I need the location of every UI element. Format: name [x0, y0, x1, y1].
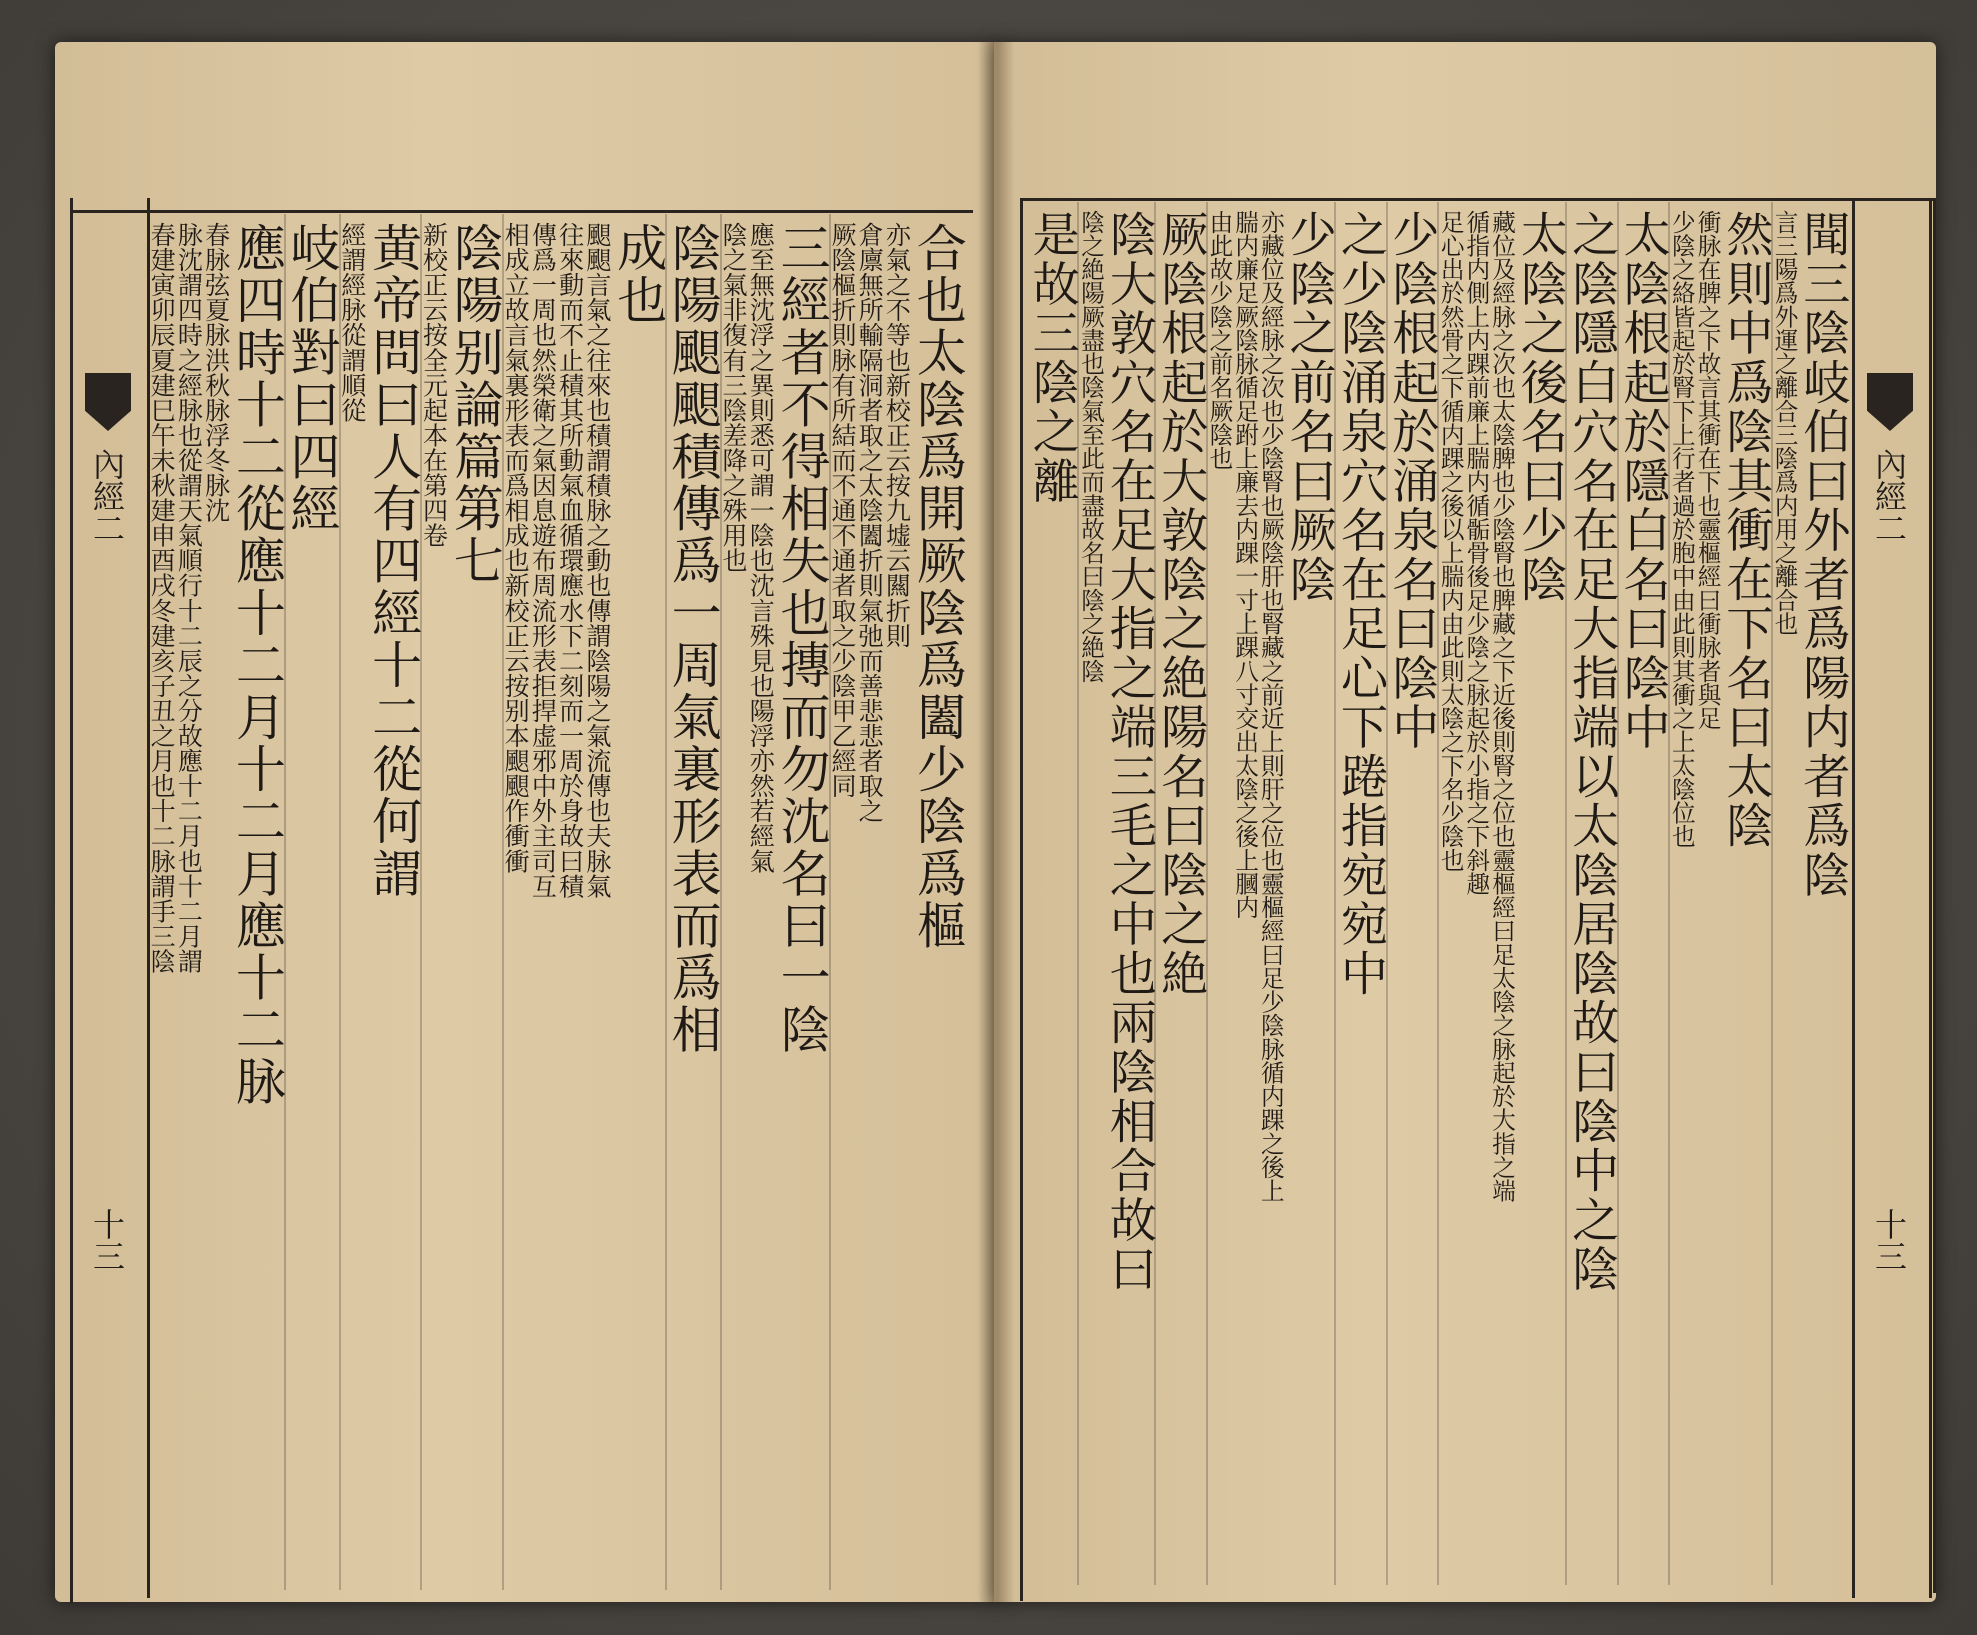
column-rule — [1668, 202, 1670, 1585]
column-rule — [1437, 202, 1439, 1585]
column-rule — [829, 214, 831, 1590]
left-fold-page-number: 十三 — [88, 1208, 126, 1272]
left-page-column-8: 陰陽𩗗𩗗積傳爲一周氣裏形表而爲相 — [663, 222, 723, 1056]
column-rule — [1077, 202, 1079, 1585]
left-page-column-4: 厥陰樞折則脉有所結而不通不通者取之少陰甲乙經同 — [827, 222, 857, 799]
right-page-column-15: 亦藏位及經脉之次也少陰腎也厥陰肝也腎藏之前近上則肝之位也靈樞經曰足少陰脉循内踝之後上 — [1256, 210, 1285, 1203]
left-page-column-19: 應四時十二從應十二月十二月應十二脉 — [227, 222, 287, 1108]
left-page-column-3: 倉廪無所輸隔洞者取之太陰闔折則氣弛而善悲悲者取之 — [855, 222, 885, 824]
left-page-column-21: 脉沈謂四時之經脉也從謂天氣順行十二辰之分故應十二月也十二月謂 — [174, 222, 204, 974]
left-page-fold-column — [70, 198, 150, 1598]
right-page-column-17: 由此故少陰之前名厥陰也 — [1205, 210, 1234, 470]
left-page-column-12: 傳爲一周也然榮衛之氣因息遊布周流形表拒捍虚邪中外主司互 — [528, 222, 558, 899]
left-page-column-20: 春脉弦夏脉洪秋脉浮冬脉沈 — [201, 222, 231, 523]
column-rule — [1206, 202, 1208, 1585]
column-rule — [720, 214, 722, 1590]
column-rule — [1334, 202, 1336, 1585]
left-page-column-7: 陰之氣非復有三陰差降之殊用也 — [719, 222, 749, 573]
left-page-column-2: 亦氣之不等也新校正云按九墟云闗折則 — [882, 222, 912, 648]
left-page-column-22: 春建寅卯辰夏建巳午未秋建申酉戌冬建亥子丑之月也十二脉謂手三陰 — [147, 222, 177, 974]
right-page-fold-column — [1852, 198, 1932, 1598]
left-page-column-5: 三經者不得相失也摶而勿沈名曰一陰 — [772, 222, 832, 1056]
right-page-column-20: 陰之絶陽厥盡也陰氣至此而盡故名曰陰之絶陰 — [1077, 210, 1106, 683]
column-rule — [1617, 202, 1619, 1585]
left-fold-label: 內經二 — [88, 448, 126, 544]
fish-tail-mark-icon — [1867, 373, 1913, 431]
left-page-column-16: 黄帝問曰人有四經十二從何謂 — [364, 222, 424, 900]
right-page-column-6: 太陰根起於隱白名曰陰中 — [1615, 210, 1671, 752]
right-page-column-8: 太陰之後名曰少陰 — [1512, 210, 1568, 605]
right-page-column-21: 是故三陰之離 — [1024, 210, 1080, 506]
column-rule — [284, 214, 286, 1590]
right-page-column-11: 足心出於然骨之下循内踝之後以上腨内由此則太陰之下名少陰也 — [1436, 210, 1465, 872]
left-page-column-10: 𩗗𩗗言氣之往來也積謂積脉之動也傳謂陰陽之氣流傳也夫脉氣 — [582, 222, 612, 899]
column-rule — [502, 214, 504, 1590]
right-page-column-12: 少陰根起於涌泉名曰陰中 — [1383, 210, 1439, 752]
column-rule — [1771, 202, 1773, 1585]
right-page-column-10: 循指内側上内踝前廉上腨内循骺骨後足少陰之脉起於小指之下斜趣 — [1462, 210, 1491, 896]
left-page-column-1: 合也太陰爲開厥陰爲闔少陰爲樞 — [908, 222, 968, 952]
right-page-column-2: 言三陽爲外運之離合三陰爲内用之離合也 — [1770, 210, 1799, 636]
column-rule — [1154, 202, 1156, 1585]
fish-tail-mark-icon — [85, 373, 131, 431]
left-page-column-13: 相成立故言氣裏形表而爲相成也新校正云按别本𩗗𩗗作衝衝 — [501, 222, 531, 874]
column-rule — [1386, 202, 1388, 1585]
right-page-column-5: 少陰之絡皆起於腎下上行者過於胞中由此則其衝之上太陰位也 — [1667, 210, 1696, 849]
right-page-column-4: 衝脉在脾之下故言其衝在下也靈樞經曰衝脉者與足 — [1693, 210, 1722, 730]
left-page-column-14: 陰陽别論篇第七 — [445, 222, 505, 587]
right-page-column-9: 藏位及經脉之次也太陰脾也少陰腎也脾藏之下近後則腎之位也靈樞經曰足太陰之脉起於大指之端 — [1488, 210, 1517, 1203]
column-rule — [420, 214, 422, 1590]
column-rule — [339, 214, 341, 1590]
right-page-column-19: 陰大敦穴名在足大指之端三毛之中也兩陰相合故曰 — [1101, 210, 1157, 1294]
right-page-column-1: 聞三陰岐伯曰外者爲陽内者爲陰 — [1794, 210, 1850, 900]
right-fold-label: 內經二 — [1870, 448, 1908, 544]
right-page-column-14: 少陰之前名曰厥陰 — [1281, 210, 1337, 605]
left-page-column-6: 應至無沈浮之異則悉可謂一陰也沈言殊見也陽浮亦然若經氣 — [746, 222, 776, 874]
right-fold-page-number: 十三 — [1870, 1208, 1908, 1272]
right-page-column-7: 之陰隱白穴名在足大指端以太陰居陰故曰陰中之陰 — [1563, 210, 1619, 1294]
right-page-column-16: 腨内廉足厥陰脉循足跗上廉去内踝一寸上踝八寸交出太陰之後上膕内 — [1231, 210, 1260, 919]
column-rule — [1565, 202, 1567, 1585]
column-rule — [665, 214, 667, 1590]
book-gutter — [978, 42, 1014, 1602]
left-page-column-15: 新校正云按全元起本在第四卷 — [419, 222, 449, 548]
left-page-column-18: 岐伯對曰四經 — [282, 222, 342, 535]
left-page-column-9: 成也 — [609, 222, 669, 327]
right-page-column-18: 厥陰根起於大敦陰之絶陽名曰陰之絶 — [1152, 210, 1208, 999]
left-page-column-11: 往來動而不止積其所動氣血循環應水下二刻而一周於身故曰積 — [555, 222, 585, 899]
left-page-column-17: 經謂經脉從謂順從 — [337, 222, 367, 423]
right-page-column-13: 之少陰涌泉穴名在足心下踡指宛宛中 — [1332, 210, 1388, 999]
right-page-column-3: 然則中爲陰其衝在下名曰太陰 — [1717, 210, 1773, 851]
